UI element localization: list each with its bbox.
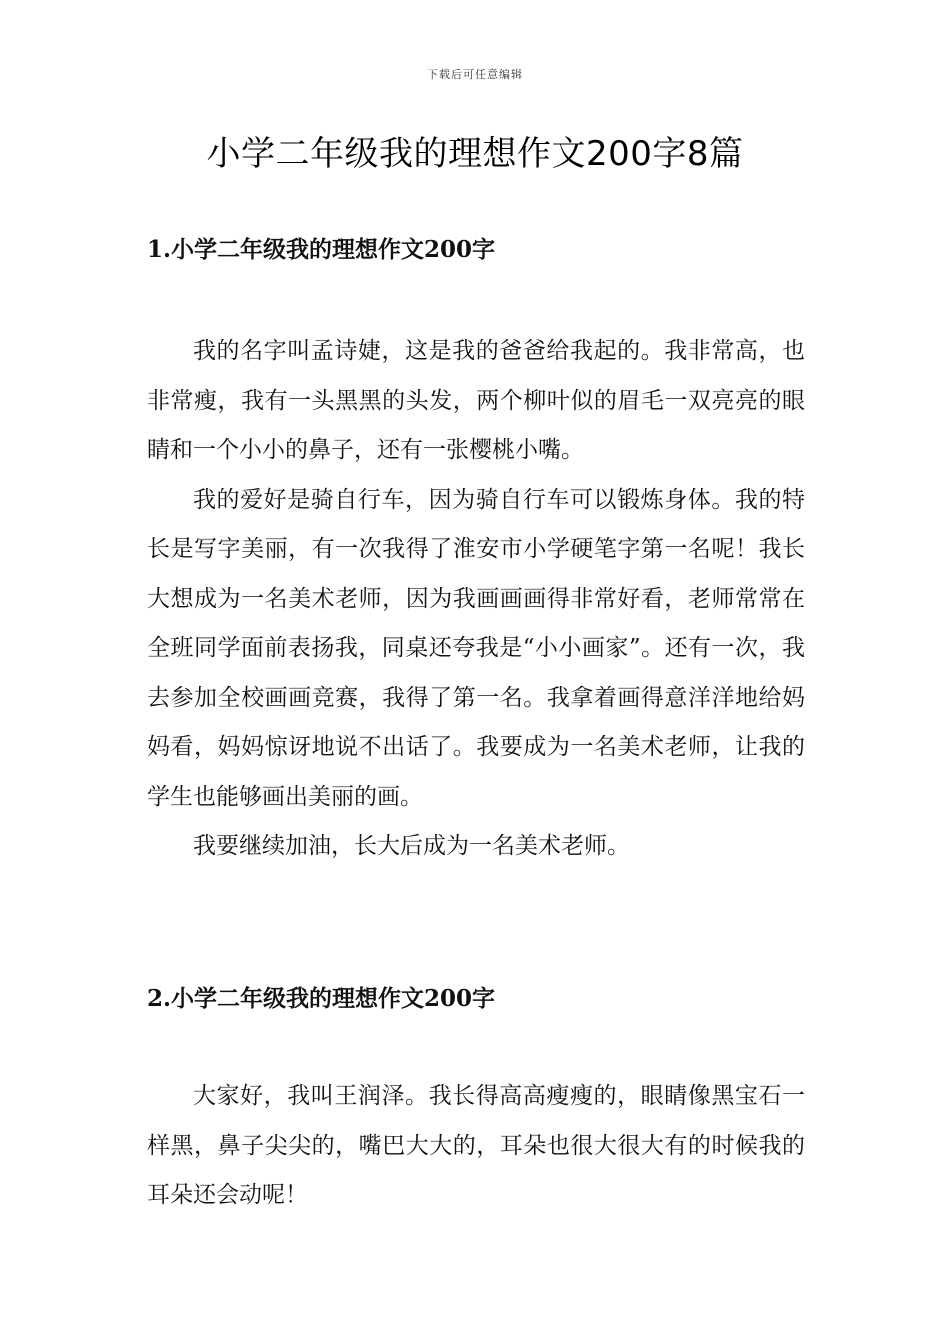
paragraph: 我的名字叫孟诗婕，这是我的爸爸给我起的。我非常高，也非常瘦，我有一头黑黑的头发，两个柳叶似的眉毛一双亮亮的眼睛和一个小小的鼻子，还有一张樱桃小嘴。 bbox=[147, 338, 805, 463]
section-body-1 bbox=[147, 327, 805, 872]
header-note: 下载后可任意编辑 bbox=[427, 68, 523, 81]
paragraph: 我要继续加油，长大后成为一名美术老师。 bbox=[193, 833, 630, 859]
paragraph: 大家好，我叫王润泽。我长得高高瘦瘦的，眼睛像黑宝石一样黑，鼻子尖尖的，嘴巴大大的，耳朵也很大很大有的时候我的耳朵还会动呢！ bbox=[147, 1083, 805, 1208]
section-heading-2: 2.小学二年级我的理想作文200字 bbox=[147, 985, 496, 1012]
section-heading-1: 1.小学二年级我的理想作文200字 bbox=[147, 236, 496, 263]
section-body-2 bbox=[147, 1072, 805, 1221]
paragraph: 我的爱好是骑自行车，因为骑自行车可以锻炼身体。我的特长是写字美丽，有一次我得了淮安市小学硬笔字第一名呢！我长大想成为一名美术老师，因为我画画画得非常好看，老师常常在全班同学面前表扬我，同桌还夸我是“小小画家”。还有一次，我去参加全校画画竞赛，我得了第一名。我拿着画得意洋洋地给妈妈看，妈妈惊讶地说不出话了。我要成为一名美术老师，让我的学生也能够画出美丽的画。 bbox=[147, 486, 805, 810]
document-title: 小学二年级我的理想作文200字8篇 bbox=[206, 134, 744, 174]
